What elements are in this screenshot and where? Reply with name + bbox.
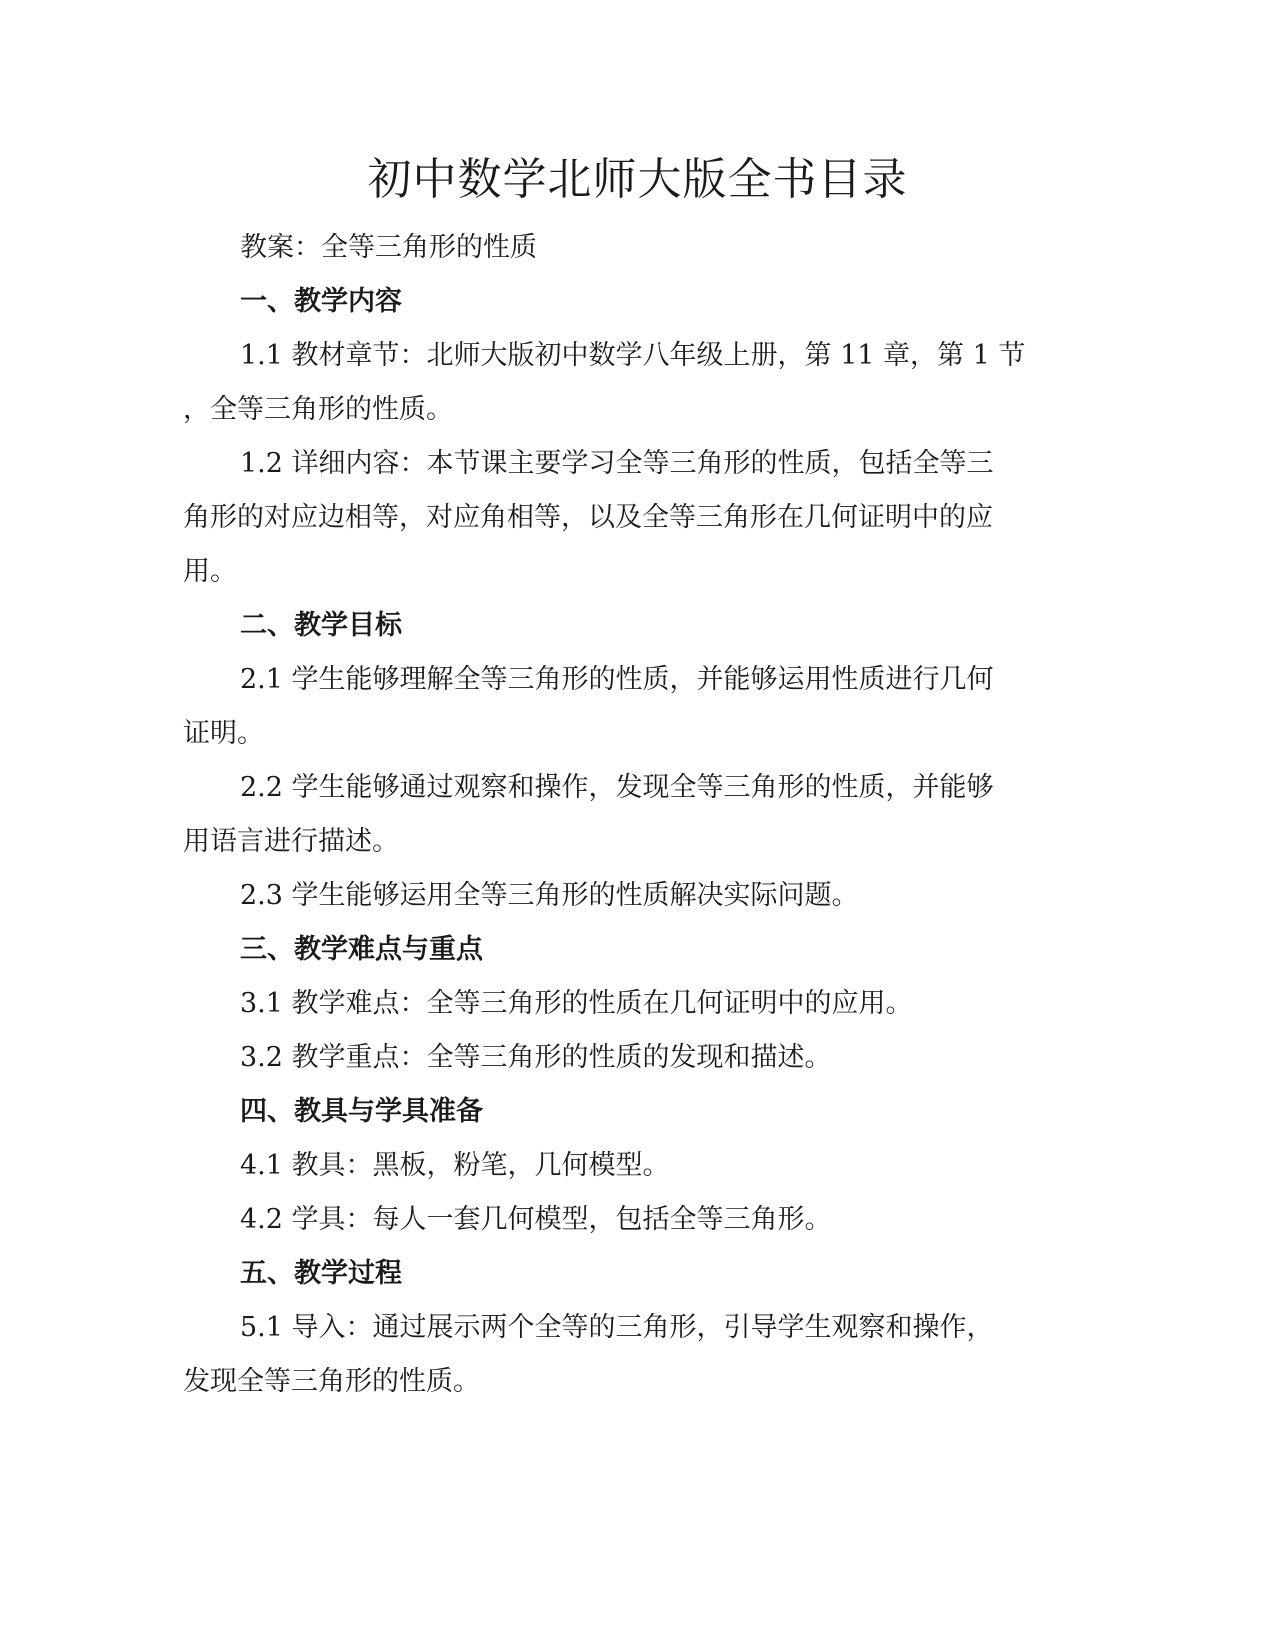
section-heading-1: 一、教学内容	[240, 286, 402, 317]
paragraph-1-1-line-2: ，全等三角形的性质。	[183, 394, 453, 425]
section-heading-5: 五、教学过程	[240, 1258, 402, 1289]
lesson-title: 教案：全等三角形的性质	[240, 232, 537, 263]
paragraph-5-1-line-2: 发现全等三角形的性质。	[183, 1366, 480, 1397]
paragraph-3-1-line-1: 3.1 教学难点：全等三角形的性质在几何证明中的应用。	[240, 988, 913, 1019]
paragraph-2-2-line-1: 2.2 学生能够通过观察和操作，发现全等三角形的性质，并能够	[240, 772, 994, 803]
page-title: 初中数学北师大版全书目录	[367, 154, 908, 205]
paragraph-1-2-line-3: 用。	[183, 556, 237, 587]
section-heading-4: 四、教具与学具准备	[240, 1096, 483, 1127]
paragraph-2-2-line-2: 用语言进行描述。	[183, 826, 399, 857]
section-heading-2: 二、教学目标	[240, 610, 402, 641]
paragraph-3-2-line-1: 3.2 教学重点：全等三角形的性质的发现和描述。	[240, 1042, 832, 1073]
section-heading-3: 三、教学难点与重点	[240, 934, 483, 965]
paragraph-5-1-line-1: 5.1 导入：通过展示两个全等的三角形，引导学生观察和操作，	[240, 1312, 994, 1343]
paragraph-1-1-line-1: 1.1 教材章节：北师大版初中数学八年级上册，第 11 章，第 1 节	[240, 340, 1026, 371]
paragraph-4-1-line-1: 4.1 教具：黑板，粉笔，几何模型。	[240, 1150, 670, 1181]
paragraph-1-2-line-1: 1.2 详细内容：本节课主要学习全等三角形的性质，包括全等三	[240, 448, 994, 479]
paragraph-2-1-line-2: 证明。	[183, 718, 264, 749]
paragraph-2-1-line-1: 2.1 学生能够理解全等三角形的性质，并能够运用性质进行几何	[240, 664, 994, 695]
paragraph-2-3-line-1: 2.3 学生能够运用全等三角形的性质解决实际问题。	[240, 880, 859, 911]
paragraph-1-2-line-2: 角形的对应边相等，对应角相等，以及全等三角形在几何证明中的应	[183, 502, 993, 533]
paragraph-4-2-line-1: 4.2 学具：每人一套几何模型，包括全等三角形。	[240, 1204, 832, 1235]
